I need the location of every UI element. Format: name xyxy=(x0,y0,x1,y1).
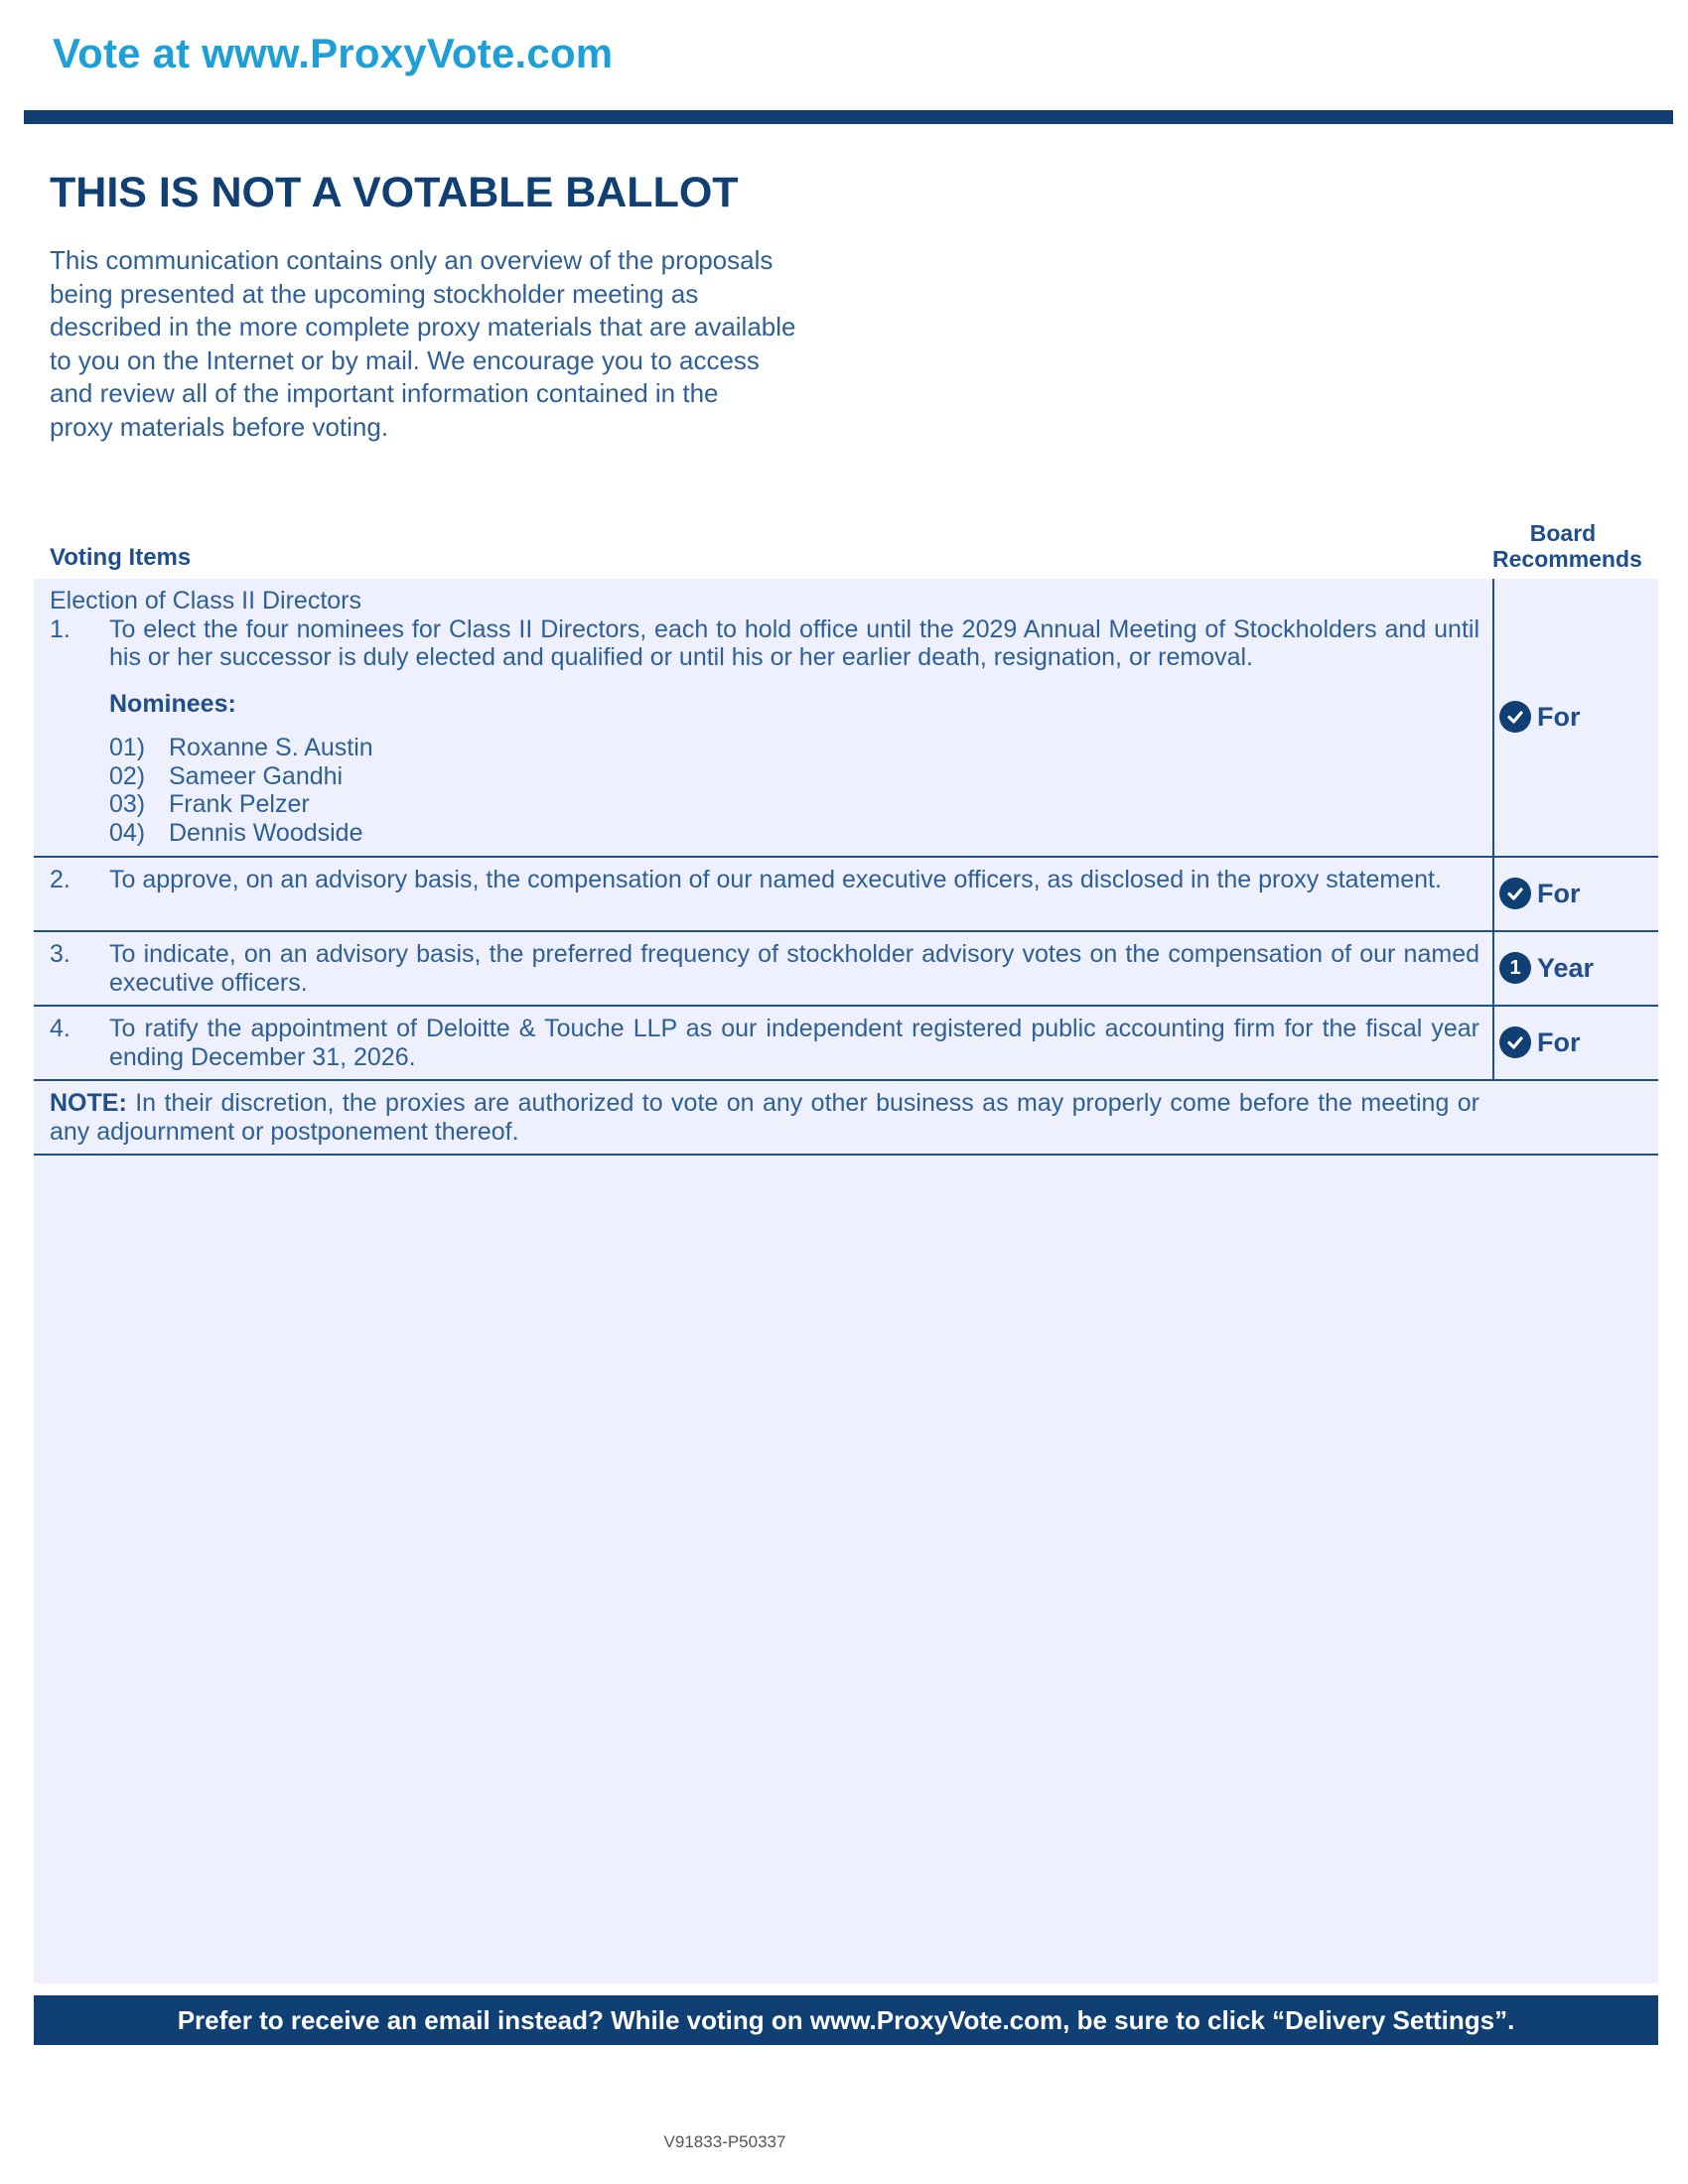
page-title: THIS IS NOT A VOTABLE BALLOT xyxy=(50,169,739,216)
section-title: Election of Class II Directors xyxy=(50,587,361,614)
item-1-proposal xyxy=(50,615,1479,672)
recommendation-text: For xyxy=(1537,1026,1581,1057)
delivery-settings-banner xyxy=(34,1995,1658,2045)
recommendation-item-1 xyxy=(1499,701,1581,733)
nominee-name: Sameer Gandhi xyxy=(169,761,344,790)
column-divider xyxy=(1492,858,1494,930)
nominee-id: 02) xyxy=(109,761,146,790)
nominee-name: Dennis Woodside xyxy=(169,818,363,847)
column-divider xyxy=(1492,579,1494,856)
nominee-name: Frank Pelzer xyxy=(169,790,310,818)
intro-line: to you on the Internet or by mail. We encourage you to access xyxy=(50,344,760,375)
vote-link[interactable]: Vote at www.ProxyVote.com xyxy=(53,30,614,76)
nominee-id: 04) xyxy=(109,818,146,847)
item-text: To ratify the appointment of Deloitte & Touche LLP as our independent registered public accounting firm for the fiscal year ending December 31, 2026. xyxy=(109,1015,1479,1071)
voting-item-3-content xyxy=(50,940,1479,997)
nominee-name: Roxanne S. Austin xyxy=(169,734,373,761)
nominee xyxy=(109,819,1479,848)
table-header xyxy=(50,516,1668,576)
nominee-id: 03) xyxy=(109,790,146,818)
recommendation-text: For xyxy=(1537,878,1581,908)
voting-item-4-content xyxy=(50,1015,1479,1071)
intro-line: and review all of the important information contained in the xyxy=(50,378,719,408)
nominee xyxy=(109,734,1479,762)
nominee-id: 01) xyxy=(109,734,146,761)
nominees-label: Nominees: xyxy=(109,689,236,718)
item-text: To indicate, on an advisory basis, the preferred frequency of stockholder advisory votes on the compensation of our named executive officers. xyxy=(109,940,1479,997)
voting-item-4 xyxy=(34,1007,1658,1081)
nominee xyxy=(109,790,1479,819)
voting-item-1-content xyxy=(50,587,1479,847)
intro-line: being presented at the upcoming stockholder meeting as xyxy=(50,278,699,309)
voting-item-2 xyxy=(34,858,1658,932)
item-number: 3. xyxy=(50,940,70,968)
column-divider xyxy=(1492,932,1494,1005)
item-text: To elect the four nominees for Class II Directors, each to hold office until the 2029 Annual Meeting of Stockholders and until his or her successor is duly elected and qualified or until his or her earlier death, resignation, or removal. xyxy=(109,614,1479,671)
check-icon xyxy=(1499,701,1531,733)
board-header-line1: Board xyxy=(1529,520,1597,546)
recommendation-text: Year xyxy=(1537,952,1595,983)
item-number: 2. xyxy=(50,866,70,893)
voting-item-1 xyxy=(34,579,1658,858)
voting-items-header: Voting Items xyxy=(50,544,192,571)
header-rule xyxy=(24,110,1673,124)
intro-line: described in the more complete proxy materials that are available xyxy=(50,312,796,341)
intro-line: proxy materials before voting. xyxy=(50,411,389,442)
intro-paragraph xyxy=(50,244,844,444)
badge-number: 1 xyxy=(1509,956,1521,979)
check-icon xyxy=(1499,878,1531,909)
banner-text: Prefer to receive an email instead? While voting on www.ProxyVote.com, be sure to click “Delivery Settings”. xyxy=(177,2004,1515,2035)
recommendation-item-3 xyxy=(1499,952,1594,984)
column-divider xyxy=(1492,1007,1494,1079)
note-content xyxy=(50,1089,1479,1146)
note-row xyxy=(34,1081,1658,1156)
recommendation-item-2 xyxy=(1499,878,1581,909)
item-number: 4. xyxy=(50,1015,70,1042)
nominee-list xyxy=(109,734,1479,847)
intro-line: This communication contains only an overview of the proposals xyxy=(50,245,774,275)
number-one-icon xyxy=(1499,952,1531,984)
nominee xyxy=(109,762,1479,791)
recommendation-item-4 xyxy=(1499,1026,1581,1058)
note-label: NOTE: xyxy=(50,1089,127,1117)
note-text: In their discretion, the proxies are authorized to vote on any other business as may properly come before the meeting or any adjournment or postponement thereof. xyxy=(50,1089,1479,1146)
document-code: V91833-P50337 xyxy=(663,2132,786,2151)
item-number: 1. xyxy=(50,614,70,643)
board-header-line2: Recommends xyxy=(1492,546,1642,572)
recommendation-text: For xyxy=(1537,701,1581,732)
check-icon xyxy=(1499,1026,1531,1058)
board-recommends-header xyxy=(1492,520,1642,572)
voting-item-2-content xyxy=(50,866,1479,894)
voting-item-3 xyxy=(34,932,1658,1007)
item-text: To approve, on an advisory basis, the compensation of our named executive officers, as disclosed in the proxy statement. xyxy=(109,866,1442,893)
